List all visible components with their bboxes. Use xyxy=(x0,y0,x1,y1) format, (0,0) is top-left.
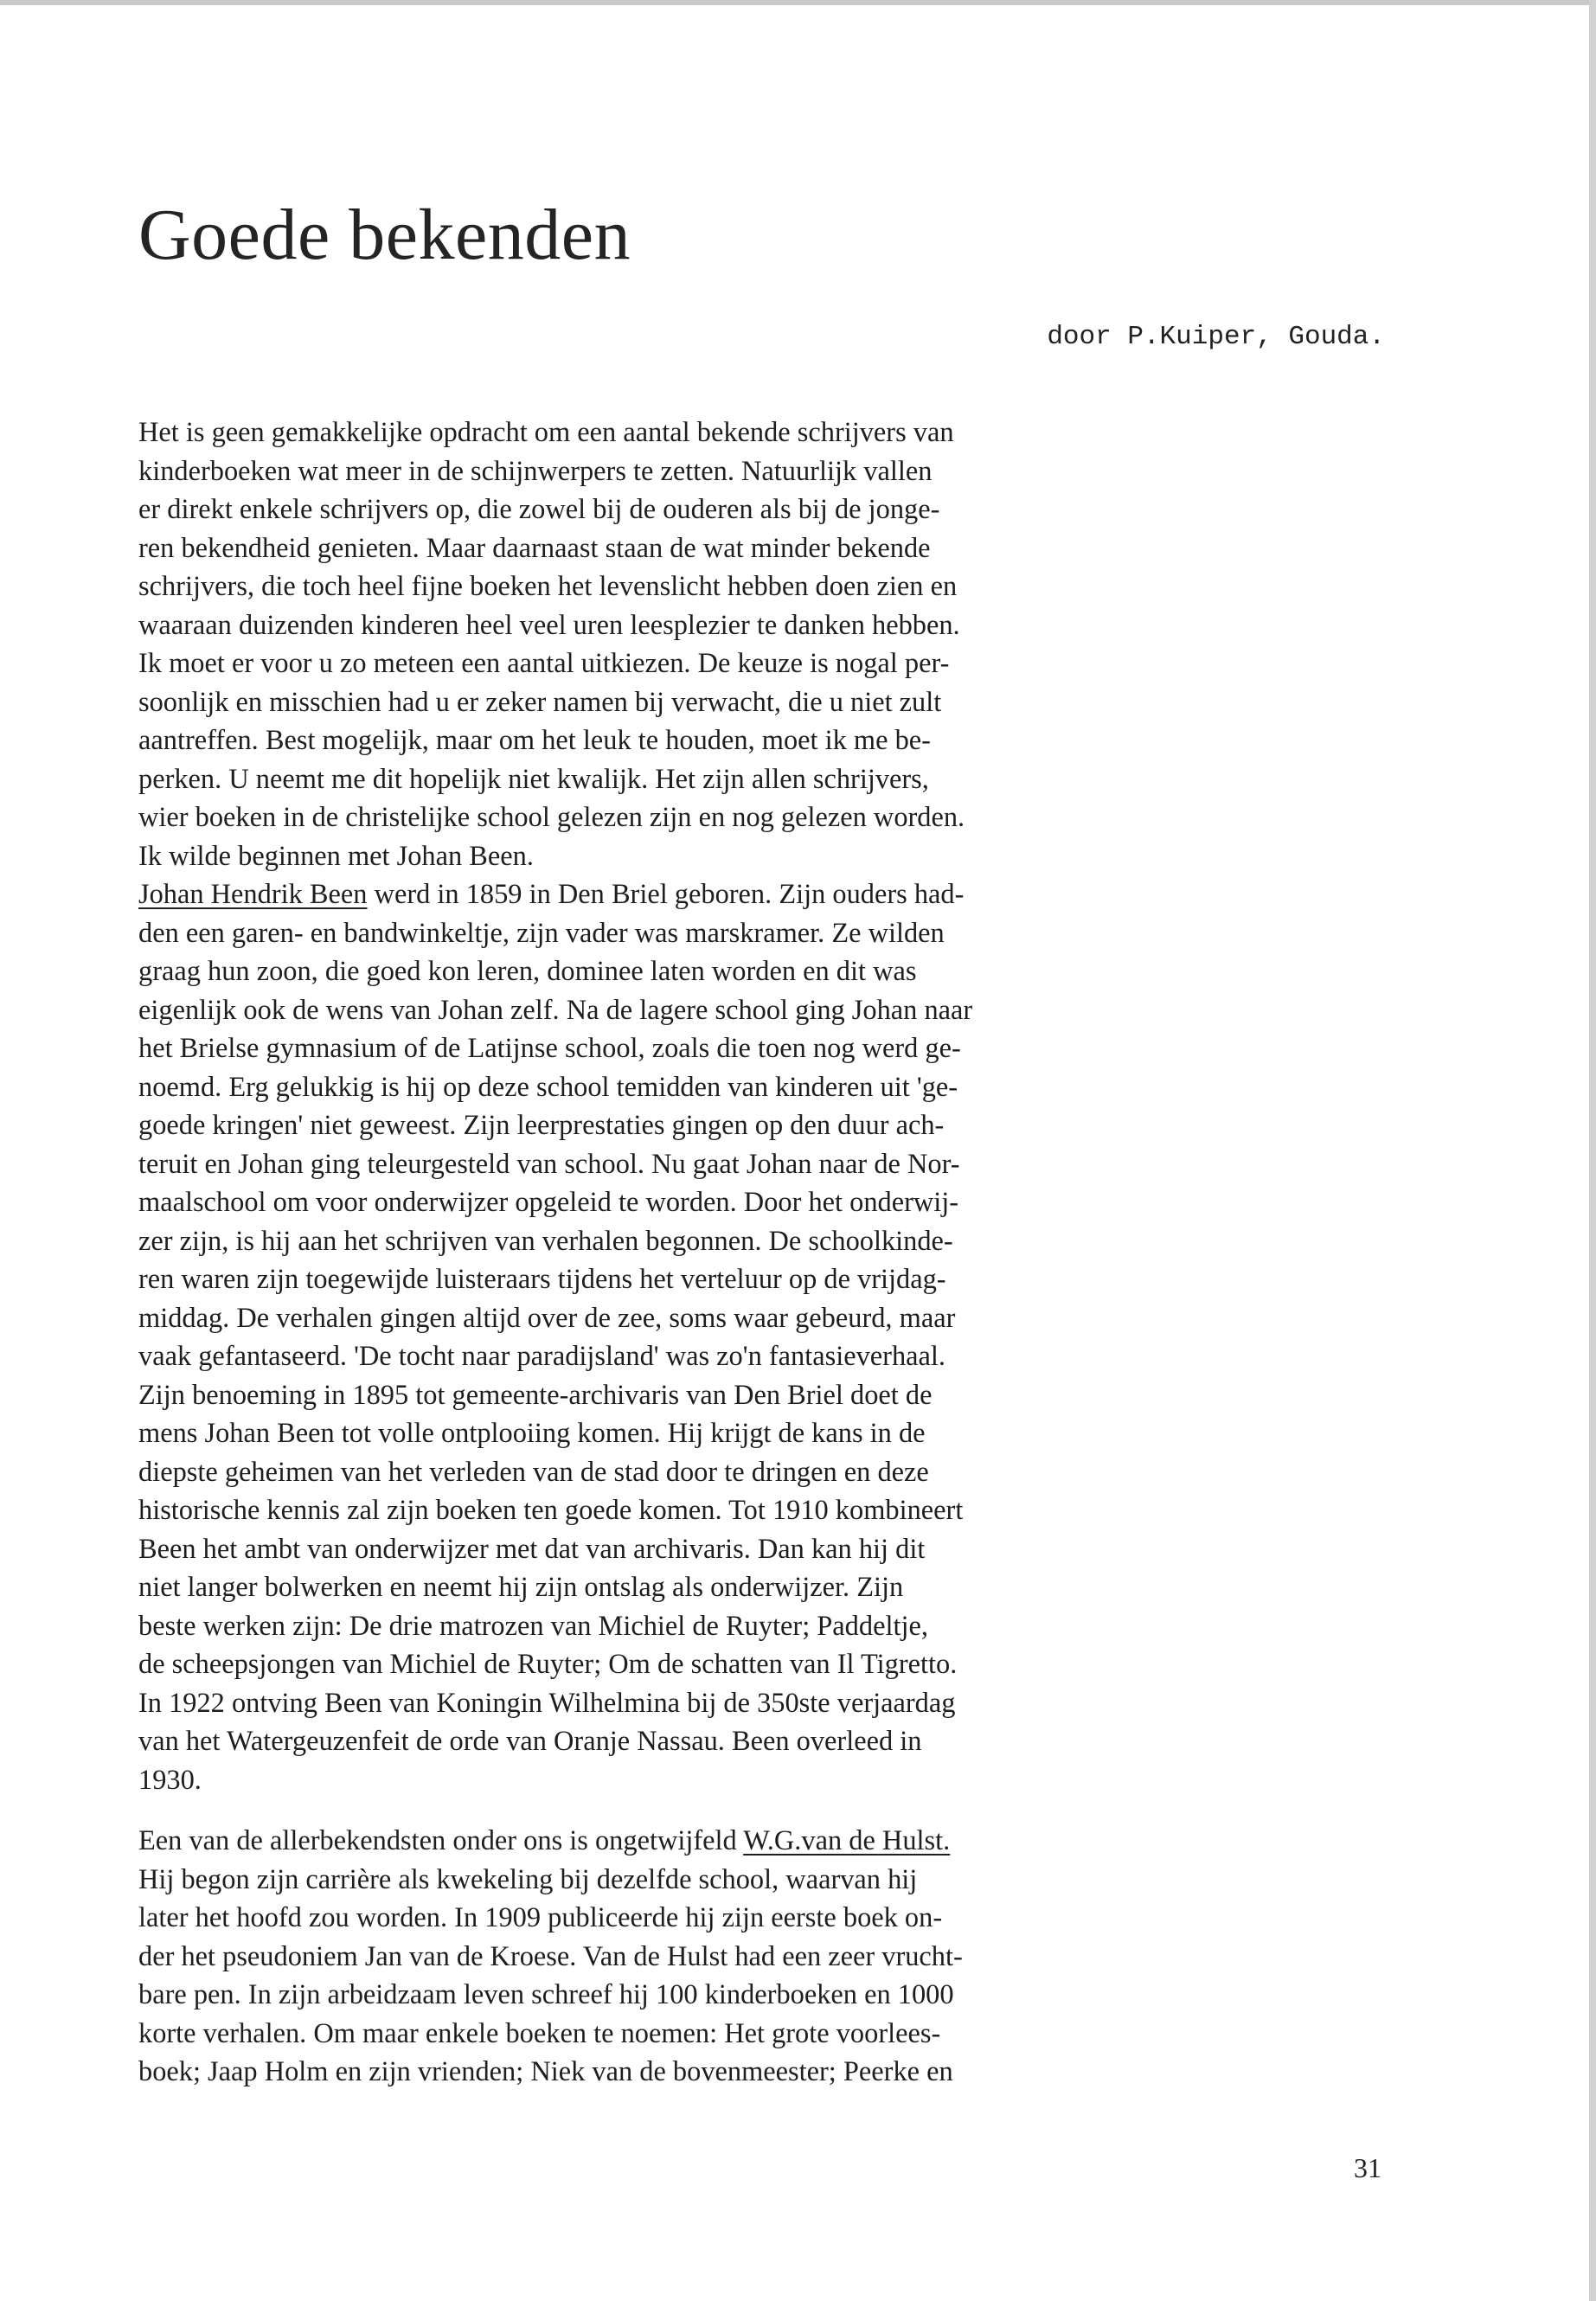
scan-edge-right xyxy=(1589,0,1596,2301)
text-line: zer zijn, is hij aan het schrijven van verhalen begonnen. De schoolkinde- xyxy=(138,1225,953,1257)
text-line: Been het ambt van onderwijzer met dat van archivaris. Dan kan hij dit xyxy=(138,1533,926,1565)
text-line: Het is geen gemakkelijke opdracht om een aantal bekende schrijvers van xyxy=(138,417,954,448)
text-line: aantreffen. Best mogelijk, maar om het leuk te houden, moet ik me be- xyxy=(138,725,931,756)
text-line: middag. De verhalen gingen altijd over de zee, soms waar gebeurd, maar xyxy=(138,1302,956,1334)
text-line: ren waren zijn toegewijde luisteraars tijdens het verteluur op de vrijdag- xyxy=(138,1264,946,1295)
paragraph-intro xyxy=(138,413,1393,875)
text-line xyxy=(138,875,1393,914)
text-line: soonlijk en misschien had u er zeker namen bij verwacht, die u niet zult xyxy=(138,686,942,718)
page-number: 31 xyxy=(1354,2152,1381,2183)
text-line: er direkt enkele schrijvers op, die zowel bij de ouderen als bij de jonge- xyxy=(138,494,940,525)
text-line: waaraan duizenden kinderen heel veel uren leesplezier te danken hebben. xyxy=(138,609,960,641)
text-line: schrijvers, die toch heel fijne boeken het levenslicht hebben doen zien en xyxy=(138,571,958,602)
text-line: het Brielse gymnasium of de Latijnse school, zoals die toen nog werd ge- xyxy=(138,1033,961,1064)
text-line: historische kennis zal zijn boeken ten goede komen. Tot 1910 kombineert xyxy=(138,1495,964,1526)
author-byline: door P.Kuiper, Gouda. xyxy=(1047,322,1385,352)
text-fragment: werd in 1859 in Den Briel geboren. Zijn ouders had- xyxy=(367,879,965,910)
text-line: graag hun zoon, die goed kon leren, dominee laten worden en dit was xyxy=(138,956,917,987)
text-line: 1930. xyxy=(138,1764,202,1796)
underlined-name-van-de-hulst: W.G.van de Hulst. xyxy=(743,1825,951,1856)
text-line: diepste geheimen van het verleden van de stad door te dringen en deze xyxy=(138,1456,929,1488)
text-line: kinderboeken wat meer in de schijnwerpers te zetten. Natuurlijk vallen xyxy=(138,455,933,487)
text-line: niet langer bolwerken en neemt hij zijn ontslag als onderwijzer. Zijn xyxy=(138,1572,904,1603)
text-line: In 1922 ontving Been van Koningin Wilhelmina bij de 350ste verjaardag xyxy=(138,1687,956,1719)
text-line: korte verhalen. Om maar enkele boeken te noemen: Het grote voorlees- xyxy=(138,2017,941,2049)
underlined-name-johan-hendrik-been: Johan Hendrik Been xyxy=(138,879,368,910)
text-line: boek; Jaap Holm en zijn vrienden; Niek van de bovenmeester; Peerke en xyxy=(138,2056,953,2087)
text-line: Zijn benoeming in 1895 tot gemeente-archivaris van Den Briel doet de xyxy=(138,1379,933,1411)
text-line: bare pen. In zijn arbeidzaam leven schreef hij 100 kinderboeken en 1000 xyxy=(138,1979,954,2010)
text-line: perken. U neemt me dit hopelijk niet kwalijk. Het zijn allen schrijvers, xyxy=(138,763,929,795)
text-line: goede kringen' niet geweest. Zijn leerprestaties gingen op den duur ach- xyxy=(138,1110,945,1141)
text-line: later het hoofd zou worden. In 1909 publiceerde hij zijn eerste boek on- xyxy=(138,1902,943,1933)
text-line: vaak gefantaseerd. 'De tocht naar paradijsland' was zo'n fantasieverhaal. xyxy=(138,1341,946,1372)
text-line: den een garen- en bandwinkeltje, zijn vader was marskramer. Ze wilden xyxy=(138,917,945,949)
text-line: wier boeken in de christelijke school gelezen zijn en nog gelezen worden. xyxy=(138,802,965,833)
paragraph-johan-been xyxy=(138,875,1393,1799)
text-line: noemd. Erg gelukkig is hij op deze school temidden van kinderen uit 'ge- xyxy=(138,1071,958,1103)
article-title: Goede bekenden xyxy=(138,195,631,275)
text-line: Ik moet er voor u zo meteen een aantal uitkiezen. De keuze is nogal per- xyxy=(138,648,950,679)
text-line: Ik wilde beginnen met Johan Been. xyxy=(138,840,534,872)
text-line: der het pseudoniem Jan van de Kroese. Van de Hulst had een zeer vrucht- xyxy=(138,1940,963,1972)
text-line: maalschool om voor onderwijzer opgeleid te worden. Door het onderwij- xyxy=(138,1187,959,1218)
paragraph-van-de-hulst xyxy=(138,1822,1393,2092)
text-line: de scheepsjongen van Michiel de Ruyter; Om de schatten van Il Tigretto. xyxy=(138,1649,958,1680)
text-line xyxy=(138,1822,1393,1861)
text-line: Hij begon zijn carrière als kwekeling bij dezelfde school, waarvan hij xyxy=(138,1863,918,1895)
text-fragment: Een van de allerbekendsten onder ons is ongetwijfeld xyxy=(138,1825,744,1856)
scan-edge-top xyxy=(0,0,1596,5)
text-line: beste werken zijn: De drie matrozen van Michiel de Ruyter; Paddeltje, xyxy=(138,1610,928,1642)
text-line: ren bekendheid genieten. Maar daarnaast staan de wat minder bekende xyxy=(138,532,931,564)
text-line: eigenlijk ook de wens van Johan zelf. Na de lagere school ging Johan naar xyxy=(138,994,973,1026)
text-line: teruit en Johan ging teleurgesteld van school. Nu gaat Johan naar de Nor- xyxy=(138,1148,960,1180)
text-line: mens Johan Been tot volle ontplooiing komen. Hij krijgt de kans in de xyxy=(138,1418,926,1449)
text-line: van het Watergeuzenfeit de orde van Oranje Nassau. Been overleed in xyxy=(138,1726,922,1757)
